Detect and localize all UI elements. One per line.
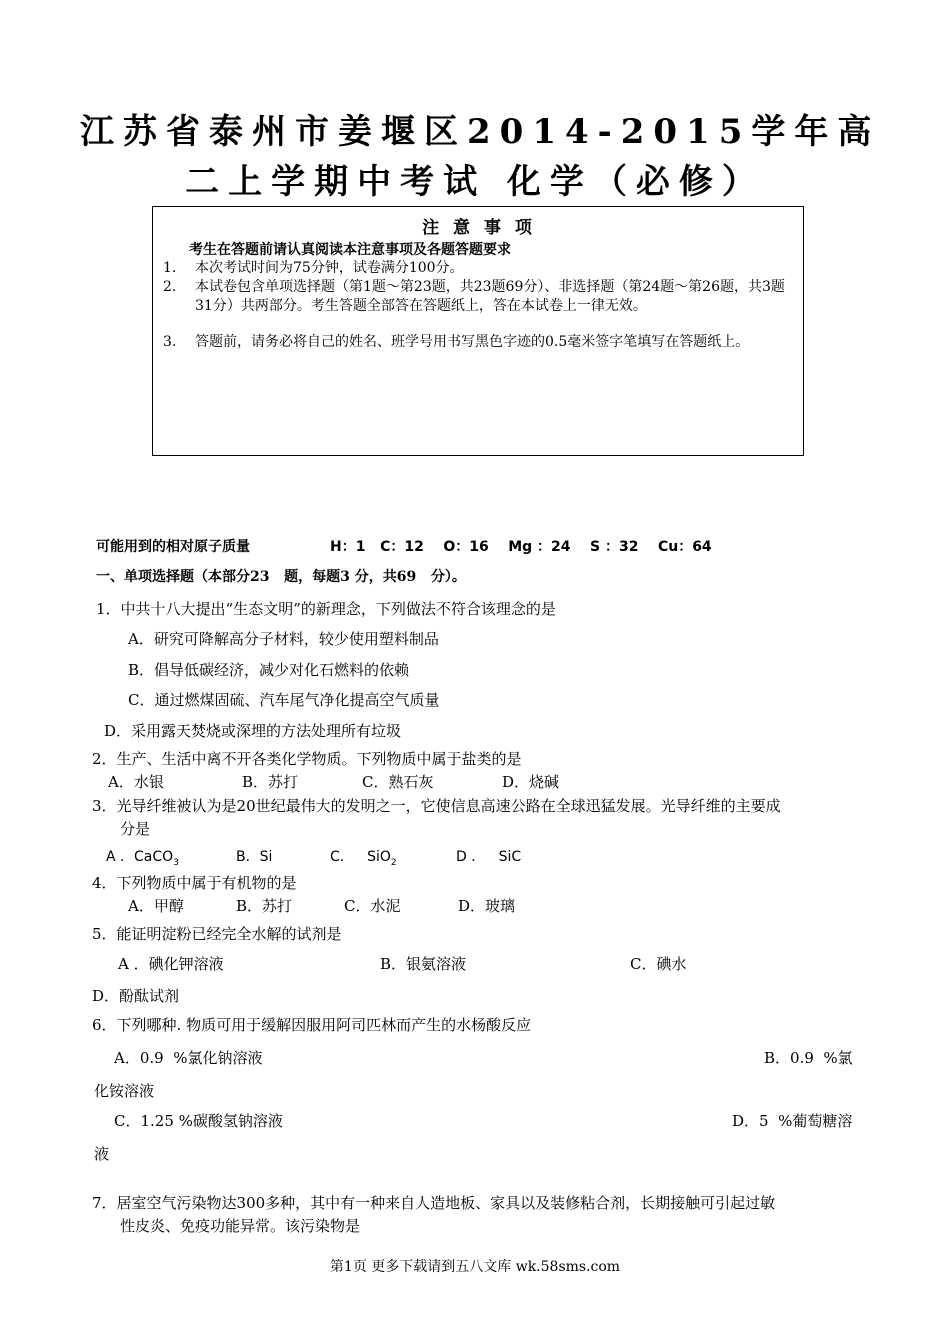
question-3-stem-line-1: 3．光导纤维被认为是20世纪最伟大的发明之一，它使信息高速公路在全球迅猛发展。光导纤维的主要成	[92, 797, 781, 815]
section-heading: 一、单项选择题（本部分23 题，每题3 分，共69 分）。	[96, 569, 466, 585]
question-6-stem: 6．下列哪种. 物质可用于缓解因服用阿司匹林而产生的水杨酸反应	[92, 1016, 532, 1034]
option-c-subscript: 2	[390, 857, 397, 868]
notice-item	[163, 333, 795, 352]
question-6-option-a: A．0.9 %氯化钠溶液	[114, 1049, 263, 1067]
notice-box	[152, 206, 804, 456]
question-1-stem: 1．中共十八大提出“生态文明”的新理念，下列做法不符合该理念的是	[96, 600, 556, 618]
notice-subheading: 考生在答题前请认真阅读本注意事项及各题答题要求	[189, 242, 511, 258]
question-7-stem-line-1: 7．居室空气污染物达300多种，其中有一种来自人造地板、家具以及装修粘合剂，长期接触可引起过敏	[92, 1194, 776, 1212]
question-2-option-c: C．熟石灰	[362, 773, 434, 791]
option-a-text: A ．CaCO	[106, 849, 174, 865]
notice-item	[163, 278, 795, 316]
question-1-option-d: D．采用露天焚烧或深埋的方法处理所有垃圾	[104, 722, 402, 740]
notice-item-text: 答题前，请务必将自己的姓名、班学号用书写黑色字迹的0.5毫米签字笔填写在答题纸上。	[195, 334, 750, 350]
question-3-option-a	[106, 846, 179, 868]
question-2-option-a: A．水银	[108, 773, 164, 791]
question-6-option-d: D．5 %葡萄糖溶	[732, 1112, 853, 1130]
question-3-option-c	[330, 846, 397, 868]
question-5-option-b: B．银氨溶液	[380, 955, 467, 973]
notice-item-number: 2.	[163, 279, 177, 295]
question-3-option-d: D ． SiC	[456, 849, 522, 865]
notice-item	[163, 259, 795, 278]
page-title-line-2: 二上学期中考试 化学（必修）	[185, 162, 765, 202]
question-4-option-d: D．玻璃	[458, 897, 516, 915]
question-2-option-d: D．烧碱	[502, 773, 560, 791]
question-2-stem: 2．生产、生活中离不开各类化学物质。下列物质中属于盐类的是	[92, 750, 522, 768]
notice-heading: 注 意 事 项	[422, 218, 536, 238]
question-3-stem-line-2: 分是	[120, 820, 151, 838]
question-6-option-b: B．0.9 %氯	[764, 1049, 853, 1067]
question-6-option-b-continued: 化铵溶液	[94, 1082, 155, 1100]
question-4-stem: 4．下列物质中属于有机物的是	[92, 874, 297, 892]
page-footer: 第1页 更多下载请到五八文库 wk.58sms.com	[329, 1259, 621, 1275]
question-1-option-b: B．倡导低碳经济，减少对化石燃料的依赖	[128, 661, 410, 679]
question-1-option-c: C．通过燃煤固硫、汽车尾气净化提高空气质量	[128, 691, 440, 709]
question-6-option-d-continued: 液	[94, 1145, 110, 1163]
question-5-option-a: A ．碘化钾溶液	[118, 955, 224, 973]
atomic-mass-values: H：1 C：12 O：16 Mg ：24 S ：32 Cu：64	[330, 539, 712, 555]
question-5-option-d: D．酚酞试剂	[92, 987, 180, 1005]
question-4-option-b: B．苏打	[236, 897, 293, 915]
option-c-text: C． SiO	[330, 849, 391, 865]
question-5-option-c: C．碘水	[630, 955, 687, 973]
question-4-option-a: A．甲醇	[128, 897, 184, 915]
notice-item-number: 3.	[163, 334, 177, 350]
question-6-option-c: C．1.25 %碳酸氢钠溶液	[114, 1112, 283, 1130]
notice-item-text: 本次考试时间为75分钟，试卷满分100分。	[195, 260, 464, 276]
notice-item-number: 1.	[163, 260, 177, 276]
question-4-option-c: C．水泥	[344, 897, 401, 915]
question-7-stem-line-2: 性皮炎、免疫功能异常。该污染物是	[120, 1217, 361, 1235]
question-1-option-a: A．研究可降解高分子材料，较少使用塑料制品	[128, 630, 439, 648]
question-2-option-b: B．苏打	[242, 773, 299, 791]
question-3-option-b: B．Si	[236, 849, 273, 865]
page-title-line-1: 江苏省泰州市姜堰区2014-2015学年高	[80, 112, 881, 152]
option-a-subscript: 3	[173, 857, 179, 868]
question-5-stem: 5．能证明淀粉已经完全水解的试剂是	[92, 925, 342, 943]
atomic-mass-label: 可能用到的相对原子质量	[96, 539, 250, 555]
notice-item-text: 本试卷包含单项选择题（第1题～第23题，共23题69分）、非选择题（第24题～第26题，共3题31分）共两部分。考生答题全部答在答题纸上，答在本试卷上一律无效。	[195, 279, 785, 314]
